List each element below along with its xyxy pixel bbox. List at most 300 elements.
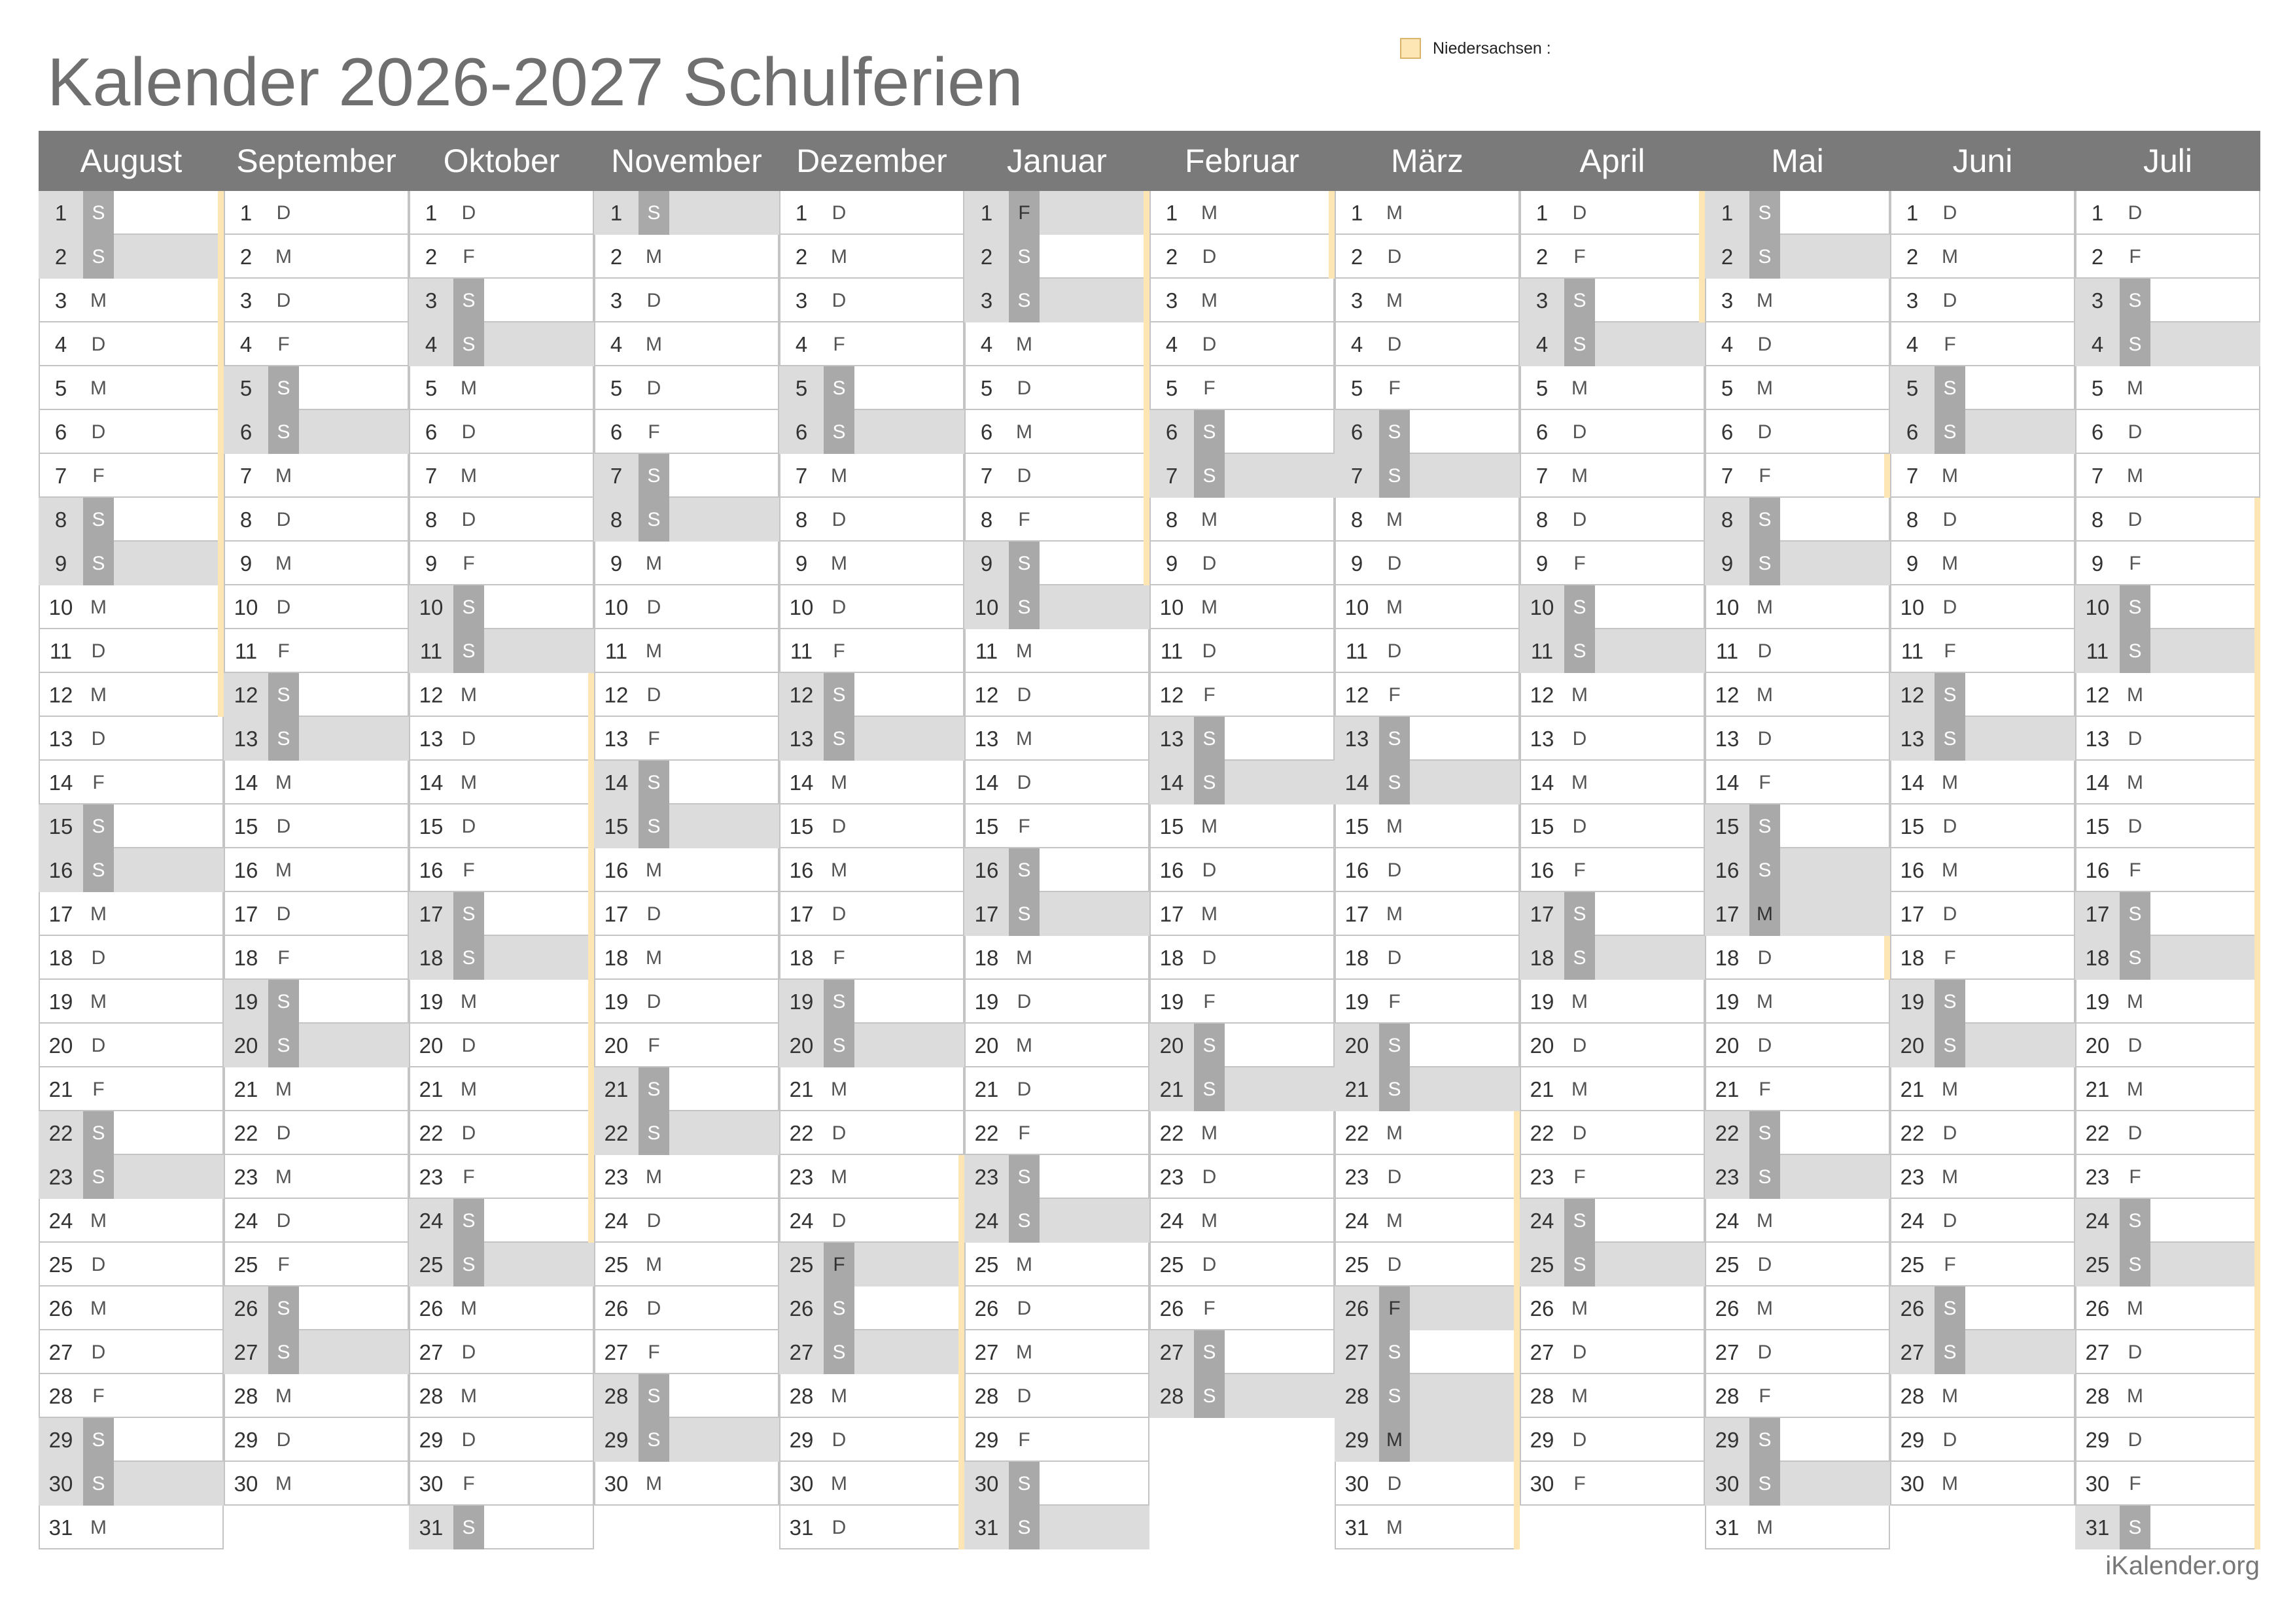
day-row (779, 761, 964, 804)
day-note-area (854, 1199, 964, 1243)
day-row (224, 542, 409, 585)
weekday-letter: D (461, 1035, 476, 1056)
day-row (779, 1374, 964, 1418)
month-column-november (594, 131, 779, 1549)
weekday-letter: S (1749, 1462, 1780, 1506)
day-note-area (1595, 1067, 1705, 1111)
day-number: 29 (419, 1428, 444, 1452)
day-number: 28 (2085, 1384, 2110, 1408)
day-row (1520, 1462, 1705, 1506)
day-row (1890, 761, 2075, 804)
school-holiday-marker (1144, 366, 1149, 410)
day-row (1149, 410, 1335, 454)
day-note-area (1780, 1199, 1890, 1243)
day-note-area (1410, 1155, 1520, 1199)
day-number: 17 (1520, 892, 1564, 936)
day-number: 5 (1165, 376, 1178, 400)
school-holiday-marker (1699, 235, 1705, 279)
day-number: 13 (604, 727, 629, 751)
school-holiday-marker (218, 542, 224, 585)
day-number: 20 (1715, 1033, 1740, 1058)
weekday-letter: M (1571, 377, 1588, 399)
day-row (1890, 1155, 2075, 1199)
day-row (964, 892, 1149, 936)
day-note-area (1410, 673, 1520, 717)
day-row (1520, 717, 1705, 761)
weekday-letter: S (1935, 1330, 1965, 1374)
day-row (224, 936, 409, 980)
day-note-area (854, 585, 964, 629)
day-number: 23 (1159, 1165, 1184, 1189)
weekday-letter: S (268, 1024, 299, 1067)
day-number: 10 (409, 585, 453, 629)
day-note-area (1040, 322, 1149, 366)
day-note-area (299, 761, 409, 804)
day-note-area (2150, 629, 2260, 673)
day-number: 23 (234, 1165, 258, 1189)
day-note-area (299, 1462, 409, 1506)
day-note-area (1965, 1418, 2075, 1462)
weekday-letter: F (2129, 1166, 2141, 1188)
day-number: 10 (604, 595, 629, 619)
day-note-area (1780, 410, 1890, 454)
weekday-letter: D (276, 290, 291, 311)
weekday-letter: M (1942, 1385, 1958, 1407)
day-row (1705, 322, 1890, 366)
day-row (1705, 804, 1890, 848)
day-number: 22 (39, 1111, 83, 1155)
day-note-area (484, 936, 594, 980)
day-row (1890, 235, 2075, 279)
day-row (39, 804, 224, 848)
day-note-area (1780, 1155, 1890, 1199)
weekday-letter: F (463, 1166, 475, 1188)
day-row (1890, 1243, 2075, 1287)
day-note-area (1040, 191, 1149, 235)
day-row (594, 1243, 779, 1287)
day-note-area (299, 235, 409, 279)
weekday-letter: S (1009, 279, 1040, 322)
day-note-area (1965, 366, 2075, 410)
day-number: 11 (1715, 639, 1739, 663)
day-note-area (1965, 1330, 2075, 1374)
day-number: 1 (964, 191, 1009, 235)
page-title: Kalender 2026-2027 Schulferien (47, 44, 1023, 120)
day-row (964, 1155, 1149, 1199)
day-note-area (1410, 279, 1520, 322)
weekday-letter: S (824, 366, 854, 410)
school-holiday-marker (2254, 1024, 2260, 1067)
day-number: 1 (425, 201, 438, 225)
day-number: 5 (980, 376, 993, 400)
day-row (964, 980, 1149, 1024)
day-row (1149, 848, 1335, 892)
day-note-area (1595, 366, 1705, 410)
day-row (964, 279, 1149, 322)
day-row (779, 629, 964, 673)
weekday-letter: D (1942, 1429, 1957, 1451)
weekday-letter: S (1749, 848, 1780, 892)
day-note-area (1965, 191, 2075, 235)
day-note-area (299, 1067, 409, 1111)
weekday-letter: M (1942, 772, 1958, 793)
month-column-mai (1705, 131, 1890, 1549)
weekday-letter: D (461, 1341, 476, 1363)
day-row (409, 936, 594, 980)
weekday-letter: S (2120, 1243, 2150, 1287)
day-row (594, 454, 779, 498)
day-note-area (1040, 410, 1149, 454)
day-note-area (1410, 454, 1520, 498)
weekday-letter: D (276, 596, 291, 618)
day-row (1890, 629, 2075, 673)
day-row (779, 892, 964, 936)
day-number: 15 (594, 804, 639, 848)
day-note-area (1965, 1024, 2075, 1067)
day-number: 8 (239, 508, 253, 532)
weekday-letter: D (1017, 772, 1032, 793)
weekday-letter: S (453, 629, 484, 673)
weekday-letter: S (1935, 717, 1965, 761)
day-note-area (1780, 366, 1890, 410)
day-number: 18 (409, 936, 453, 980)
weekday-letter: D (646, 377, 661, 399)
day-note-area (1595, 322, 1705, 366)
weekday-letter: D (1202, 1254, 1217, 1275)
day-row (1520, 410, 1705, 454)
day-row (39, 1024, 224, 1067)
day-row (1520, 980, 1705, 1024)
weekday-letter: M (90, 1210, 107, 1232)
day-row (594, 848, 779, 892)
day-row (1335, 1024, 1520, 1067)
weekday-letter: S (1379, 717, 1410, 761)
day-row (594, 761, 779, 804)
day-row (224, 366, 409, 410)
day-note-area (669, 1374, 779, 1418)
day-number: 10 (1900, 595, 1925, 619)
day-row (1149, 1330, 1335, 1374)
weekday-letter: M (1571, 1079, 1588, 1100)
weekday-letter: D (646, 1298, 661, 1319)
day-number: 28 (48, 1384, 73, 1408)
weekday-letter: M (1571, 465, 1588, 487)
weekday-letter: M (1016, 334, 1032, 355)
day-row (1890, 717, 2075, 761)
day-note-area (299, 848, 409, 892)
day-number: 29 (1530, 1428, 1554, 1452)
day-note-area (1780, 892, 1890, 936)
weekday-letter: D (1387, 1254, 1402, 1275)
day-row (1149, 1199, 1335, 1243)
day-note-area (2150, 410, 2260, 454)
day-note-area (1595, 235, 1705, 279)
day-note-area (854, 279, 964, 322)
weekday-letter: S (2120, 1506, 2150, 1549)
day-row (594, 235, 779, 279)
weekday-letter: M (1571, 991, 1588, 1012)
day-note-area (669, 761, 779, 804)
day-number: 14 (1715, 770, 1740, 795)
weekday-letter: F (833, 640, 845, 662)
day-row (1335, 322, 1520, 366)
weekday-letter: S (824, 1024, 854, 1067)
day-number: 1 (239, 201, 253, 225)
day-note-area (484, 980, 594, 1024)
weekday-letter: D (2128, 816, 2143, 837)
day-note-area (114, 1067, 224, 1111)
school-holiday-marker (218, 322, 224, 366)
day-note-area (854, 1243, 964, 1287)
school-holiday-marker (1699, 191, 1705, 235)
weekday-letter: D (461, 509, 476, 530)
day-number: 16 (234, 858, 258, 882)
day-note-area (484, 585, 594, 629)
day-row (409, 1067, 594, 1111)
legend-label: Niedersachsen : (1433, 39, 1551, 58)
day-row (594, 585, 779, 629)
day-number: 27 (2085, 1340, 2110, 1364)
day-row (39, 1287, 224, 1330)
weekday-letter: S (824, 717, 854, 761)
day-row (1149, 585, 1335, 629)
day-note-area (484, 1067, 594, 1111)
day-row (594, 191, 779, 235)
day-note-area (1225, 980, 1335, 1024)
day-row (224, 410, 409, 454)
day-number: 3 (610, 288, 623, 313)
weekday-letter: F (1018, 1122, 1030, 1144)
day-row (1705, 191, 1890, 235)
day-note-area (114, 980, 224, 1024)
day-number: 15 (419, 814, 444, 838)
day-note-area (1780, 1243, 1890, 1287)
day-note-area (1780, 1111, 1890, 1155)
school-holiday-marker (1144, 542, 1149, 585)
weekday-letter: S (1009, 235, 1040, 279)
day-number: 8 (594, 498, 639, 542)
weekday-letter: D (91, 1341, 106, 1363)
day-note-area (2150, 322, 2260, 366)
day-row (39, 1243, 224, 1287)
day-row (1705, 279, 1890, 322)
weekday-letter: S (268, 1287, 299, 1330)
day-number: 8 (39, 498, 83, 542)
day-number: 25 (409, 1243, 453, 1287)
day-note-area (1225, 1287, 1335, 1330)
day-note-area (2150, 1506, 2260, 1549)
weekday-letter: M (1749, 892, 1780, 936)
day-note-area (1225, 322, 1335, 366)
day-number: 11 (1520, 629, 1564, 673)
day-row (409, 366, 594, 410)
school-holiday-marker (588, 892, 594, 936)
day-note-area (1040, 1330, 1149, 1374)
weekday-letter: M (1942, 246, 1958, 268)
day-number: 7 (795, 464, 808, 488)
day-row (594, 1024, 779, 1067)
weekday-letter: D (1572, 202, 1587, 224)
school-holiday-marker (218, 191, 224, 235)
day-number: 20 (1530, 1033, 1554, 1058)
day-note-area (1780, 761, 1890, 804)
day-number: 9 (39, 542, 83, 585)
day-number: 15 (1705, 804, 1749, 848)
day-note-area (1780, 1374, 1890, 1418)
day-number: 28 (974, 1384, 999, 1408)
day-number: 24 (234, 1209, 258, 1233)
weekday-letter: D (276, 816, 291, 837)
weekday-letter: M (461, 1298, 477, 1319)
day-number: 4 (1520, 322, 1564, 366)
day-number: 1 (2091, 201, 2104, 225)
weekday-letter: S (83, 235, 114, 279)
day-number: 17 (789, 902, 814, 926)
day-row (779, 804, 964, 848)
day-row (1705, 1462, 1890, 1506)
day-row (409, 454, 594, 498)
weekday-letter: F (1379, 1287, 1410, 1330)
day-number: 6 (2091, 420, 2104, 444)
day-number: 19 (974, 990, 999, 1014)
school-holiday-marker (958, 1243, 964, 1287)
day-number: 29 (1705, 1418, 1749, 1462)
school-holiday-marker (958, 1418, 964, 1462)
day-note-area (114, 542, 224, 585)
day-number: 18 (974, 946, 999, 970)
day-number: 30 (604, 1472, 629, 1496)
day-number: 9 (610, 551, 623, 576)
day-number: 10 (1715, 595, 1740, 619)
day-note-area (1595, 1287, 1705, 1330)
day-number: 14 (789, 770, 814, 795)
day-row (409, 1024, 594, 1067)
weekday-letter: S (639, 1374, 669, 1418)
day-note-area (1040, 542, 1149, 585)
weekday-letter: S (2120, 629, 2150, 673)
day-number: 9 (1165, 551, 1178, 576)
day-number: 22 (974, 1121, 999, 1145)
weekday-letter: S (268, 980, 299, 1024)
weekday-letter: S (1009, 1462, 1040, 1506)
day-row (779, 498, 964, 542)
day-note-area (114, 1506, 224, 1549)
day-note-area (669, 454, 779, 498)
day-row (1335, 410, 1520, 454)
day-number: 14 (1900, 770, 1925, 795)
weekday-letter: S (1564, 1243, 1595, 1287)
day-note-area (1965, 1111, 2075, 1155)
day-row (224, 892, 409, 936)
day-note-area (1965, 585, 2075, 629)
day-number: 17 (1344, 902, 1369, 926)
day-number: 14 (48, 770, 73, 795)
day-note-area (299, 673, 409, 717)
day-note-area (299, 1243, 409, 1287)
weekday-letter: S (453, 1199, 484, 1243)
day-number: 19 (1159, 990, 1184, 1014)
weekday-letter: M (1571, 1385, 1588, 1407)
day-note-area (1410, 366, 1520, 410)
day-number: 30 (1344, 1472, 1369, 1496)
weekday-letter: F (2129, 1473, 2141, 1494)
day-note-area (299, 542, 409, 585)
weekday-letter: F (277, 334, 290, 355)
day-note-area (1040, 585, 1149, 629)
day-note-area (2150, 717, 2260, 761)
day-row (779, 1243, 964, 1287)
day-note-area (114, 498, 224, 542)
day-row (1520, 1418, 1705, 1462)
weekday-letter: D (461, 1429, 476, 1451)
day-note-area (1410, 848, 1520, 892)
weekday-letter: S (1749, 235, 1780, 279)
day-number: 11 (1901, 639, 1924, 663)
day-number: 1 (795, 201, 808, 225)
day-number: 20 (224, 1024, 268, 1067)
day-row (964, 410, 1149, 454)
day-row (594, 366, 779, 410)
day-row (1705, 366, 1890, 410)
day-number: 22 (1530, 1121, 1554, 1145)
weekday-letter: D (91, 1035, 106, 1056)
weekday-letter: S (2120, 936, 2150, 980)
day-number: 24 (2075, 1199, 2120, 1243)
day-note-area (299, 498, 409, 542)
weekday-letter: S (639, 1067, 669, 1111)
day-note-area (299, 1418, 409, 1462)
weekday-letter: D (91, 728, 106, 750)
day-row (594, 498, 779, 542)
school-holiday-marker (218, 673, 224, 717)
day-number: 26 (1890, 1287, 1935, 1330)
day-row (1335, 936, 1520, 980)
day-row (594, 629, 779, 673)
weekday-letter: S (1009, 1199, 1040, 1243)
day-note-area (114, 191, 224, 235)
day-number: 4 (239, 332, 253, 356)
day-note-area (854, 1067, 964, 1111)
day-number: 15 (1530, 814, 1554, 838)
day-number: 26 (48, 1296, 73, 1321)
day-row (1705, 1243, 1890, 1287)
day-note-area (484, 629, 594, 673)
day-number: 21 (419, 1077, 444, 1101)
day-number: 8 (1165, 508, 1178, 532)
day-note-area (299, 1111, 409, 1155)
day-number: 6 (1535, 420, 1549, 444)
day-note-area (484, 542, 594, 585)
weekday-letter: D (2128, 1341, 2143, 1363)
weekday-letter: D (1757, 947, 1772, 969)
day-note-area (2150, 1243, 2260, 1287)
day-number: 6 (610, 420, 623, 444)
weekday-letter: M (90, 684, 107, 706)
weekday-letter: F (1759, 1385, 1771, 1407)
day-note-area (1410, 1330, 1520, 1374)
day-note-area (1780, 322, 1890, 366)
weekday-letter: F (1203, 377, 1216, 399)
weekday-letter: D (646, 290, 661, 311)
day-note-area (1780, 498, 1890, 542)
weekday-letter: M (831, 772, 847, 793)
day-row (1890, 279, 2075, 322)
weekday-letter: S (1009, 848, 1040, 892)
day-row (1890, 1111, 2075, 1155)
day-note-area (854, 1462, 964, 1506)
day-row (1890, 1024, 2075, 1067)
day-row (1890, 498, 2075, 542)
